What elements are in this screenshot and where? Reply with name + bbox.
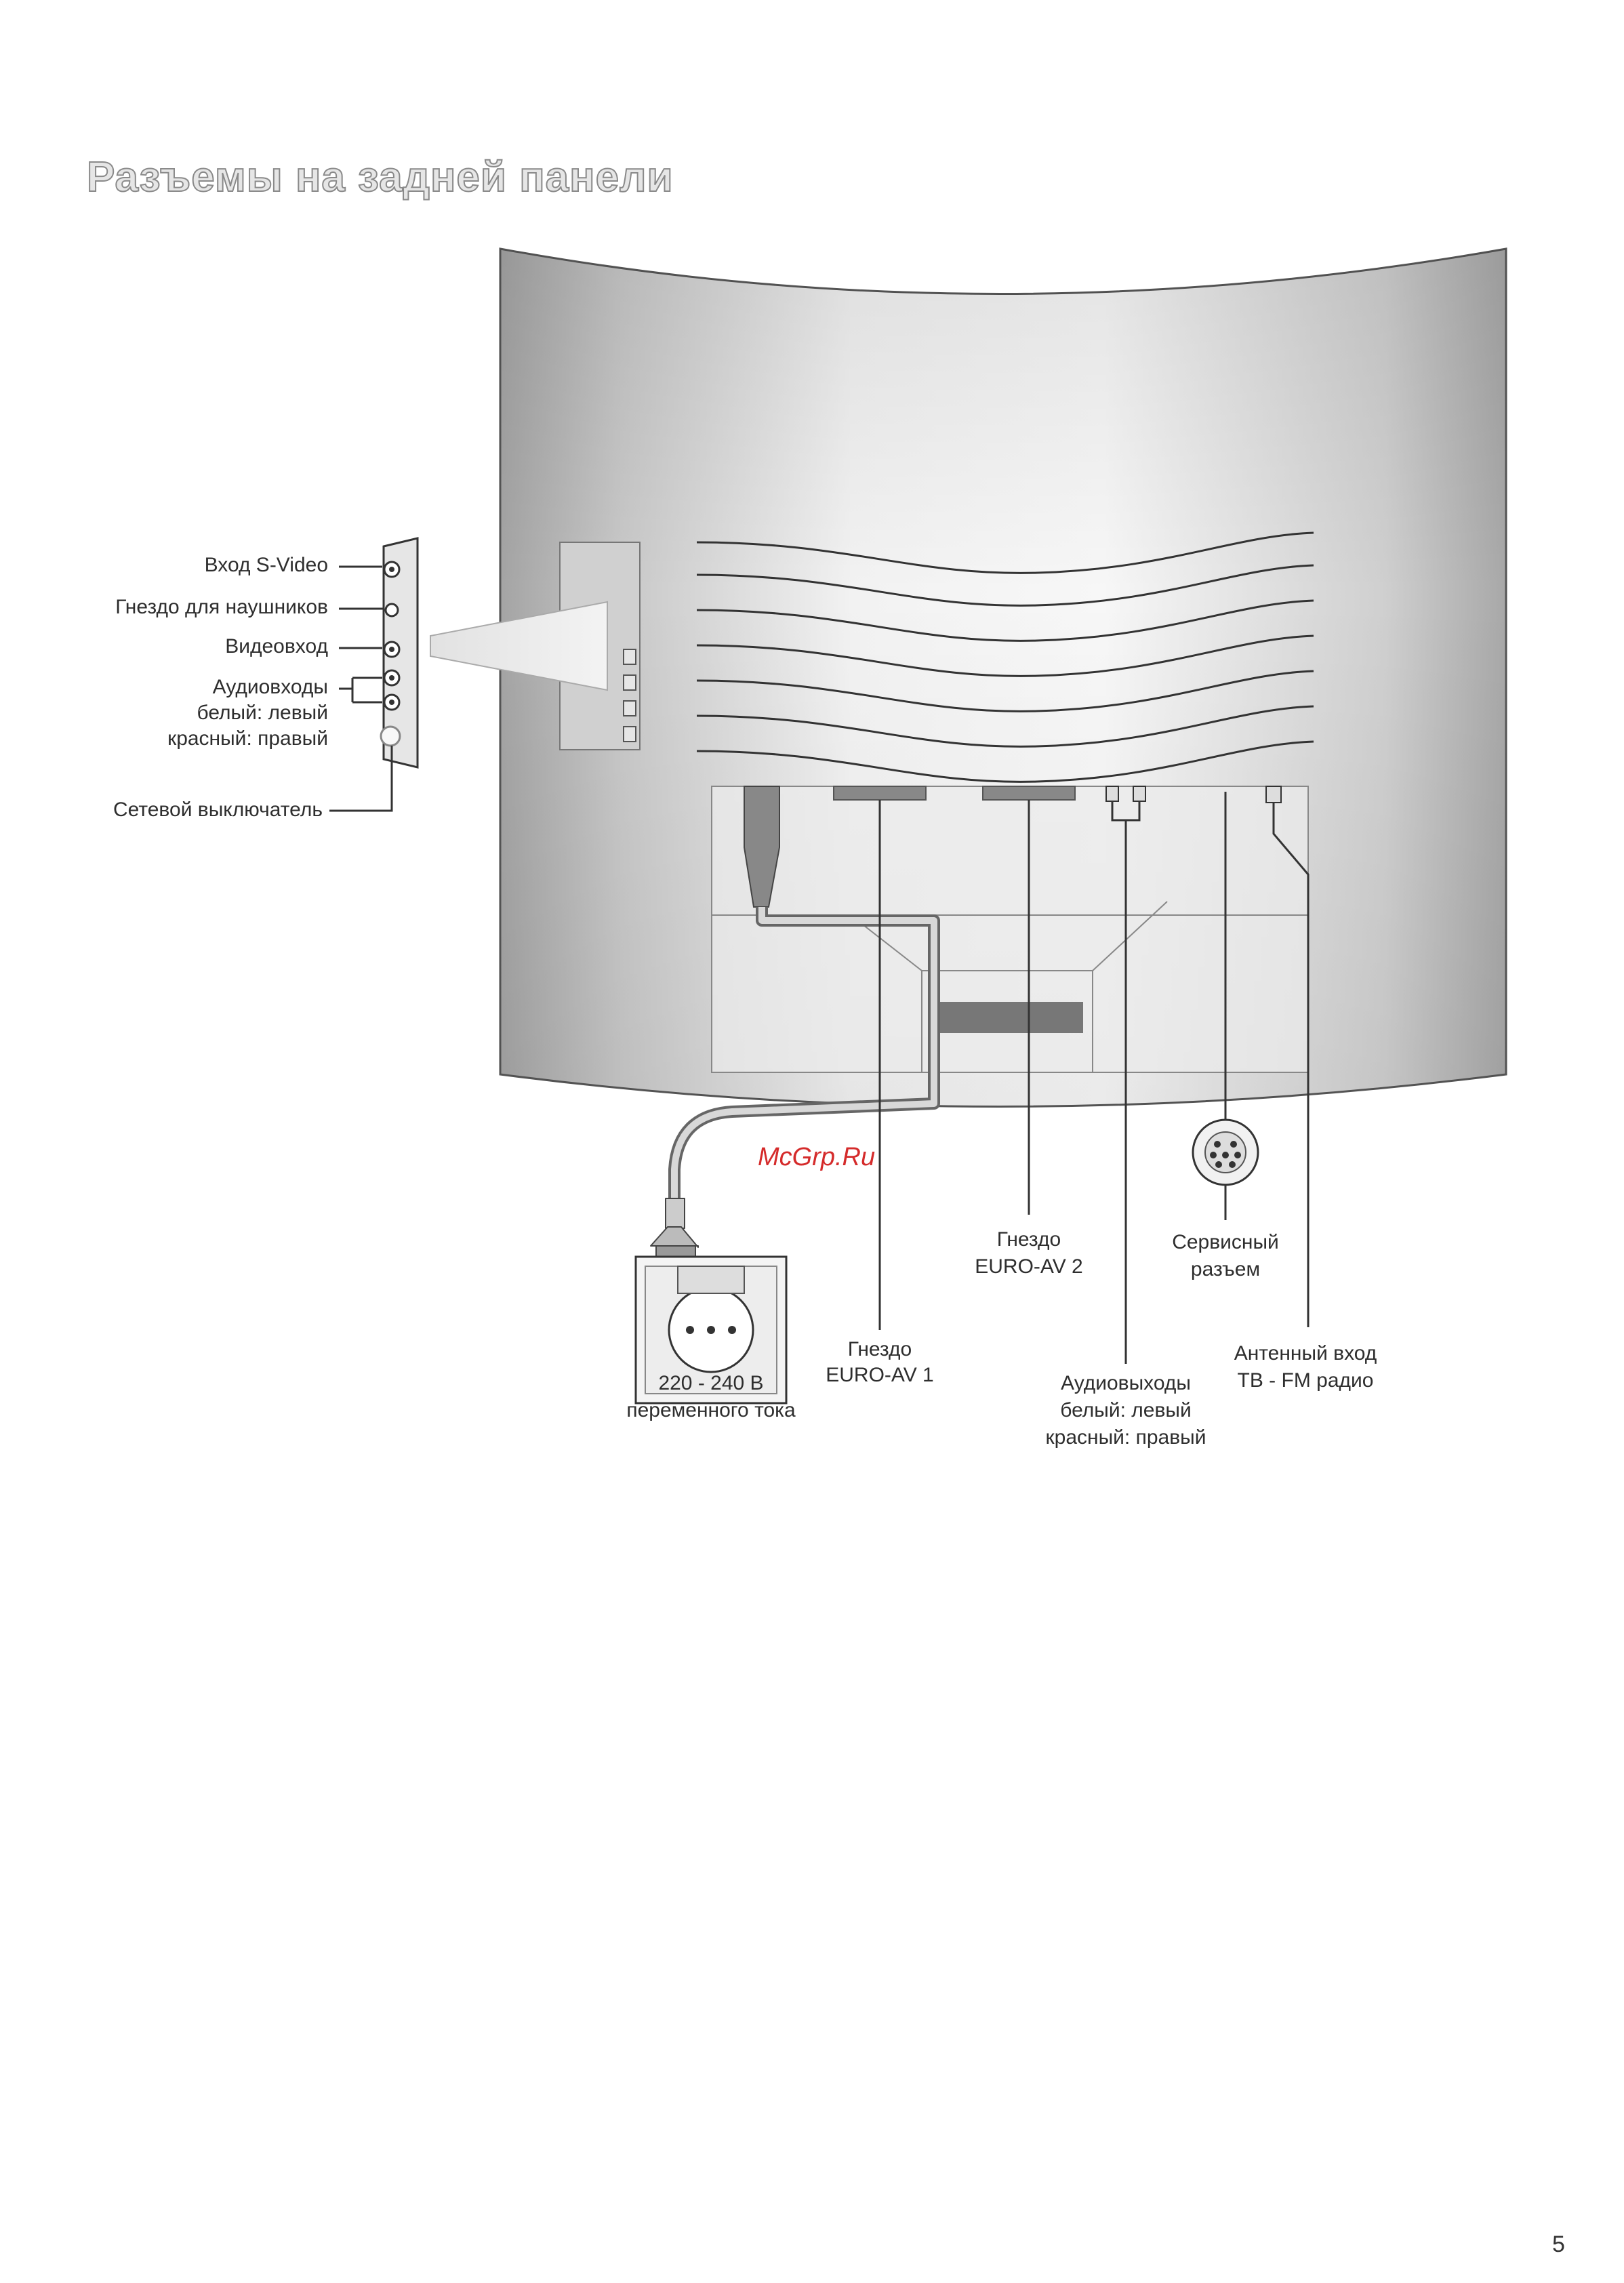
label-euro-av1-socket: Гнездо <box>847 1338 912 1360</box>
audio-out-red-socket <box>1133 786 1145 801</box>
label-antenna-input: Антенный вход <box>1234 1342 1377 1365</box>
label-video-input: Видеовход <box>225 635 328 658</box>
label-audio-inputs: Аудиовходы <box>212 676 328 698</box>
label-mains-voltage: 220 - 240 В <box>658 1372 764 1394</box>
label-power-switch: Сетевой выключатель <box>113 799 323 821</box>
euro-av1-socket <box>834 786 926 800</box>
page-number: 5 <box>1552 2231 1565 2257</box>
label-audio-outputs: Аудиовыходы <box>1061 1372 1191 1394</box>
label-svideo-input: Вход S-Video <box>204 554 328 576</box>
label-audio-outputs-red: красный: правый <box>1045 1426 1206 1449</box>
page-title: Разъемы на задней панели <box>87 154 674 201</box>
audio-out-white-socket <box>1106 786 1118 801</box>
side-jack-panel <box>381 538 418 767</box>
power-switch-icon <box>381 727 400 746</box>
label-mains-ac: переменного тока <box>626 1399 796 1421</box>
label-audio-inputs-white: белый: левый <box>197 702 328 724</box>
label-euro-av2: EURO-AV 2 <box>975 1255 1083 1278</box>
side-leader-lines <box>329 567 392 811</box>
label-service-connector: Сервисный <box>1172 1231 1279 1253</box>
connector-area <box>712 786 1308 1072</box>
label-euro-av2-socket: Гнездо <box>996 1228 1061 1251</box>
service-connector-icon <box>1193 1120 1258 1185</box>
headphone-jack-icon <box>386 604 398 616</box>
label-audio-inputs-red: красный: правый <box>167 727 328 750</box>
label-service-connector-2: разъем <box>1190 1258 1261 1280</box>
watermark: McGrp.Ru <box>758 1143 876 1171</box>
label-antenna-tv-fm: ТВ - FM радио <box>1237 1369 1374 1392</box>
label-headphone-jack: Гнездо для наушников <box>115 596 328 618</box>
label-audio-outputs-white: белый: левый <box>1060 1399 1192 1421</box>
antenna-socket <box>1266 786 1281 803</box>
label-euro-av1: EURO-AV 1 <box>826 1364 934 1386</box>
euro-av2-socket <box>983 786 1075 800</box>
